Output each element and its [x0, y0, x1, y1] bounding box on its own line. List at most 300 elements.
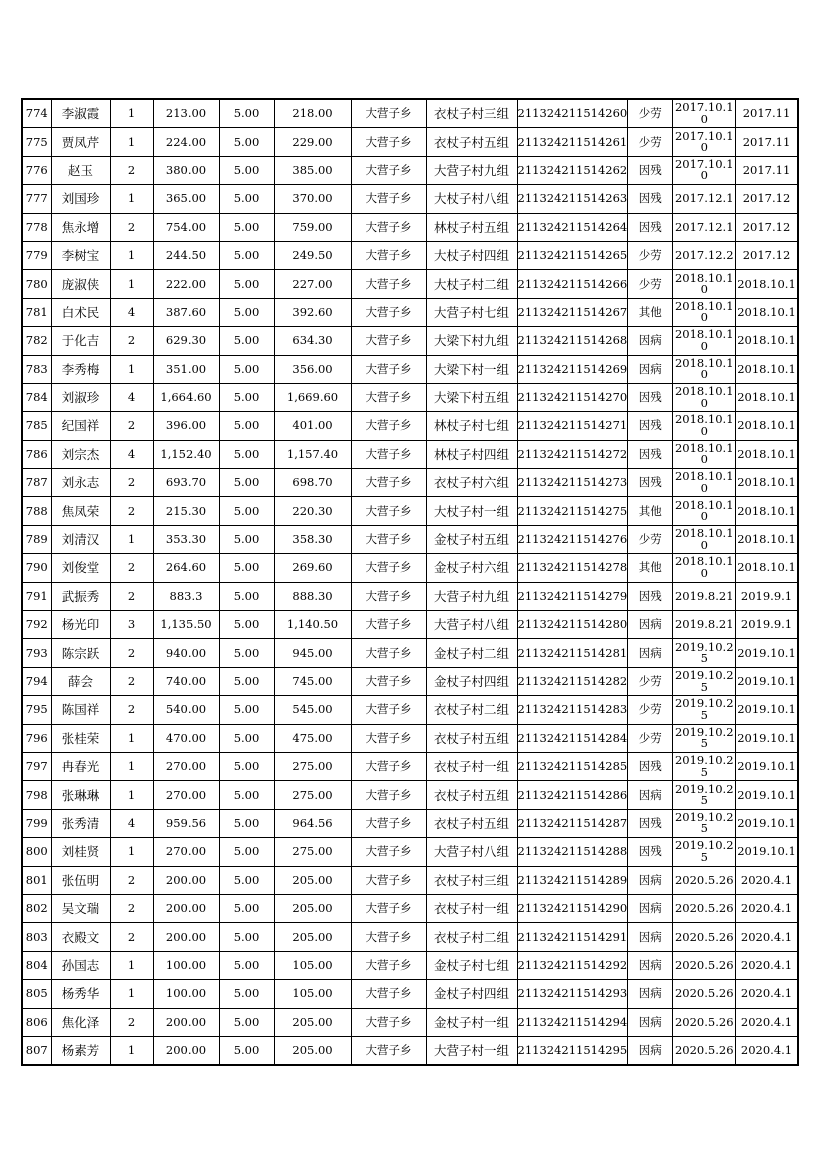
start-date-cell: 2017.12	[736, 185, 798, 213]
total-cell: 634.30	[274, 327, 351, 355]
id-number-cell: 211324211514265	[517, 241, 628, 269]
increase-cell: 5.00	[219, 696, 274, 724]
increase-cell: 5.00	[219, 639, 274, 667]
amount-cell: 213.00	[153, 99, 219, 128]
table-row	[22, 156, 798, 184]
reason-cell: 因残	[628, 809, 673, 837]
name-cell: 白术民	[51, 298, 110, 326]
name-cell: 李树宝	[51, 241, 110, 269]
increase-cell: 5.00	[219, 894, 274, 922]
total-cell: 1,157.40	[274, 440, 351, 468]
household-size-cell: 2	[110, 469, 153, 497]
table-row	[22, 412, 798, 440]
name-cell: 武振秀	[51, 582, 110, 610]
approval-date-cell: 2017.12.1	[673, 185, 736, 213]
name-cell: 刘淑珍	[51, 383, 110, 411]
name-cell: 杨光印	[51, 611, 110, 639]
row-number-cell: 799	[22, 809, 51, 837]
total-cell: 370.00	[274, 185, 351, 213]
village-group-cell: 衣杖子村五组	[426, 724, 517, 752]
township-cell: 大营子乡	[351, 838, 426, 866]
household-size-cell: 1	[110, 525, 153, 553]
table-row	[22, 667, 798, 695]
reason-cell: 因残	[628, 752, 673, 780]
reason-cell: 因残	[628, 440, 673, 468]
id-number-cell: 211324211514284	[517, 724, 628, 752]
village-group-cell: 衣杖子村六组	[426, 469, 517, 497]
reason-cell: 因病	[628, 327, 673, 355]
table-body	[22, 99, 798, 1065]
village-group-cell: 大营子村八组	[426, 611, 517, 639]
row-number-cell: 786	[22, 440, 51, 468]
township-cell: 大营子乡	[351, 525, 426, 553]
village-group-cell: 大营子村九组	[426, 582, 517, 610]
reason-cell: 因残	[628, 156, 673, 184]
amount-cell: 1,135.50	[153, 611, 219, 639]
household-size-cell: 1	[110, 752, 153, 780]
start-date-cell: 2018.10.1	[736, 469, 798, 497]
reason-cell: 因病	[628, 1036, 673, 1065]
reason-cell: 因病	[628, 894, 673, 922]
reason-cell: 因残	[628, 412, 673, 440]
id-number-cell: 211324211514294	[517, 1008, 628, 1036]
id-number-cell: 211324211514288	[517, 838, 628, 866]
total-cell: 1,669.60	[274, 383, 351, 411]
household-size-cell: 1	[110, 270, 153, 298]
amount-cell: 224.00	[153, 128, 219, 156]
row-number-cell: 784	[22, 383, 51, 411]
id-number-cell: 211324211514266	[517, 270, 628, 298]
increase-cell: 5.00	[219, 554, 274, 582]
start-date-cell: 2018.10.1	[736, 440, 798, 468]
name-cell: 于化吉	[51, 327, 110, 355]
table-row	[22, 724, 798, 752]
name-cell: 吴文瑞	[51, 894, 110, 922]
amount-cell: 100.00	[153, 980, 219, 1008]
approval-date-cell: 2018.10.10	[673, 440, 736, 468]
increase-cell: 5.00	[219, 128, 274, 156]
reason-cell: 因病	[628, 611, 673, 639]
reason-cell: 少劳	[628, 525, 673, 553]
table-row	[22, 554, 798, 582]
reason-cell: 因病	[628, 923, 673, 951]
reason-cell: 少劳	[628, 270, 673, 298]
amount-cell: 200.00	[153, 1036, 219, 1065]
id-number-cell: 211324211514268	[517, 327, 628, 355]
start-date-cell: 2020.4.1	[736, 951, 798, 979]
reason-cell: 因病	[628, 355, 673, 383]
amount-cell: 540.00	[153, 696, 219, 724]
name-cell: 张伍明	[51, 866, 110, 894]
township-cell: 大营子乡	[351, 980, 426, 1008]
amount-cell: 200.00	[153, 894, 219, 922]
household-size-cell: 2	[110, 156, 153, 184]
name-cell: 纪国祥	[51, 412, 110, 440]
township-cell: 大营子乡	[351, 1008, 426, 1036]
total-cell: 401.00	[274, 412, 351, 440]
township-cell: 大营子乡	[351, 355, 426, 383]
total-cell: 218.00	[274, 99, 351, 128]
village-group-cell: 衣杖子村二组	[426, 696, 517, 724]
row-number-cell: 797	[22, 752, 51, 780]
id-number-cell: 211324211514267	[517, 298, 628, 326]
amount-cell: 264.60	[153, 554, 219, 582]
id-number-cell: 211324211514275	[517, 497, 628, 525]
township-cell: 大营子乡	[351, 554, 426, 582]
start-date-cell: 2019.9.1	[736, 611, 798, 639]
total-cell: 945.00	[274, 639, 351, 667]
start-date-cell: 2019.10.1	[736, 781, 798, 809]
id-number-cell: 211324211514260	[517, 99, 628, 128]
reason-cell: 少劳	[628, 724, 673, 752]
name-cell: 刘永志	[51, 469, 110, 497]
row-number-cell: 796	[22, 724, 51, 752]
approval-date-cell: 2018.10.10	[673, 298, 736, 326]
name-cell: 张秀清	[51, 809, 110, 837]
name-cell: 薛会	[51, 667, 110, 695]
id-number-cell: 211324211514263	[517, 185, 628, 213]
start-date-cell: 2018.10.1	[736, 412, 798, 440]
township-cell: 大营子乡	[351, 781, 426, 809]
household-size-cell: 2	[110, 696, 153, 724]
household-size-cell: 1	[110, 99, 153, 128]
table-row	[22, 469, 798, 497]
total-cell: 205.00	[274, 1036, 351, 1065]
name-cell: 陈宗跃	[51, 639, 110, 667]
household-size-cell: 1	[110, 724, 153, 752]
township-cell: 大营子乡	[351, 213, 426, 241]
name-cell: 孙国志	[51, 951, 110, 979]
approval-date-cell: 2019.10.25	[673, 667, 736, 695]
table-row	[22, 241, 798, 269]
id-number-cell: 211324211514261	[517, 128, 628, 156]
amount-cell: 200.00	[153, 1008, 219, 1036]
household-size-cell: 1	[110, 951, 153, 979]
amount-cell: 959.56	[153, 809, 219, 837]
household-size-cell: 2	[110, 213, 153, 241]
id-number-cell: 211324211514280	[517, 611, 628, 639]
start-date-cell: 2017.12	[736, 241, 798, 269]
approval-date-cell: 2018.10.10	[673, 270, 736, 298]
household-size-cell: 4	[110, 298, 153, 326]
amount-cell: 200.00	[153, 923, 219, 951]
row-number-cell: 804	[22, 951, 51, 979]
village-group-cell: 衣杖子村二组	[426, 923, 517, 951]
household-size-cell: 2	[110, 866, 153, 894]
increase-cell: 5.00	[219, 469, 274, 497]
name-cell: 冉春光	[51, 752, 110, 780]
name-cell: 刘宗杰	[51, 440, 110, 468]
village-group-cell: 大营子村九组	[426, 156, 517, 184]
id-number-cell: 211324211514279	[517, 582, 628, 610]
approval-date-cell: 2019.8.21	[673, 582, 736, 610]
total-cell: 745.00	[274, 667, 351, 695]
total-cell: 229.00	[274, 128, 351, 156]
increase-cell: 5.00	[219, 838, 274, 866]
township-cell: 大营子乡	[351, 1036, 426, 1065]
increase-cell: 5.00	[219, 327, 274, 355]
name-cell: 刘清汉	[51, 525, 110, 553]
township-cell: 大营子乡	[351, 866, 426, 894]
table-row	[22, 639, 798, 667]
amount-cell: 740.00	[153, 667, 219, 695]
total-cell: 698.70	[274, 469, 351, 497]
row-number-cell: 787	[22, 469, 51, 497]
approval-date-cell: 2020.5.26	[673, 951, 736, 979]
increase-cell: 5.00	[219, 752, 274, 780]
amount-cell: 883.3	[153, 582, 219, 610]
name-cell: 赵玉	[51, 156, 110, 184]
township-cell: 大营子乡	[351, 639, 426, 667]
start-date-cell: 2018.10.1	[736, 270, 798, 298]
id-number-cell: 211324211514289	[517, 866, 628, 894]
township-cell: 大营子乡	[351, 440, 426, 468]
township-cell: 大营子乡	[351, 497, 426, 525]
township-cell: 大营子乡	[351, 185, 426, 213]
reason-cell: 其他	[628, 298, 673, 326]
id-number-cell: 211324211514262	[517, 156, 628, 184]
id-number-cell: 211324211514287	[517, 809, 628, 837]
township-cell: 大营子乡	[351, 809, 426, 837]
row-number-cell: 801	[22, 866, 51, 894]
amount-cell: 693.70	[153, 469, 219, 497]
amount-cell: 200.00	[153, 866, 219, 894]
start-date-cell: 2019.10.1	[736, 752, 798, 780]
start-date-cell: 2018.10.1	[736, 554, 798, 582]
id-number-cell: 211324211514295	[517, 1036, 628, 1065]
township-cell: 大营子乡	[351, 923, 426, 951]
name-cell: 刘国珍	[51, 185, 110, 213]
start-date-cell: 2020.4.1	[736, 894, 798, 922]
reason-cell: 因病	[628, 980, 673, 1008]
start-date-cell: 2019.10.1	[736, 724, 798, 752]
amount-cell: 353.30	[153, 525, 219, 553]
id-number-cell: 211324211514286	[517, 781, 628, 809]
row-number-cell: 779	[22, 241, 51, 269]
approval-date-cell: 2019.10.25	[673, 639, 736, 667]
row-number-cell: 793	[22, 639, 51, 667]
row-number-cell: 781	[22, 298, 51, 326]
table-row	[22, 611, 798, 639]
increase-cell: 5.00	[219, 611, 274, 639]
township-cell: 大营子乡	[351, 582, 426, 610]
table-row	[22, 980, 798, 1008]
approval-date-cell: 2020.5.26	[673, 866, 736, 894]
name-cell: 贾凤芹	[51, 128, 110, 156]
reason-cell: 少劳	[628, 696, 673, 724]
village-group-cell: 大杖子村四组	[426, 241, 517, 269]
amount-cell: 387.60	[153, 298, 219, 326]
table-row	[22, 781, 798, 809]
increase-cell: 5.00	[219, 213, 274, 241]
row-number-cell: 792	[22, 611, 51, 639]
township-cell: 大营子乡	[351, 99, 426, 128]
approval-date-cell: 2018.10.10	[673, 554, 736, 582]
approval-date-cell: 2018.10.10	[673, 383, 736, 411]
row-number-cell: 783	[22, 355, 51, 383]
id-number-cell: 211324211514291	[517, 923, 628, 951]
increase-cell: 5.00	[219, 270, 274, 298]
approval-date-cell: 2019.10.25	[673, 781, 736, 809]
approval-date-cell: 2019.10.25	[673, 838, 736, 866]
village-group-cell: 金杖子村七组	[426, 951, 517, 979]
village-group-cell: 金杖子村五组	[426, 525, 517, 553]
name-cell: 刘俊堂	[51, 554, 110, 582]
total-cell: 275.00	[274, 838, 351, 866]
table-row	[22, 894, 798, 922]
township-cell: 大营子乡	[351, 156, 426, 184]
table-row	[22, 355, 798, 383]
id-number-cell: 211324211514285	[517, 752, 628, 780]
id-number-cell: 211324211514278	[517, 554, 628, 582]
approval-date-cell: 2020.5.26	[673, 1008, 736, 1036]
start-date-cell: 2017.11	[736, 99, 798, 128]
row-number-cell: 789	[22, 525, 51, 553]
reason-cell: 因残	[628, 582, 673, 610]
household-size-cell: 2	[110, 497, 153, 525]
start-date-cell: 2019.10.1	[736, 667, 798, 695]
row-number-cell: 802	[22, 894, 51, 922]
row-number-cell: 778	[22, 213, 51, 241]
village-group-cell: 林杖子村七组	[426, 412, 517, 440]
amount-cell: 270.00	[153, 752, 219, 780]
name-cell: 焦化泽	[51, 1008, 110, 1036]
row-number-cell: 798	[22, 781, 51, 809]
total-cell: 205.00	[274, 866, 351, 894]
table-row	[22, 99, 798, 128]
table-row	[22, 327, 798, 355]
approval-date-cell: 2017.10.10	[673, 128, 736, 156]
household-size-cell: 2	[110, 923, 153, 951]
table-row	[22, 1008, 798, 1036]
amount-cell: 470.00	[153, 724, 219, 752]
start-date-cell: 2019.10.1	[736, 696, 798, 724]
name-cell: 陈国祥	[51, 696, 110, 724]
reason-cell: 因病	[628, 781, 673, 809]
village-group-cell: 金杖子村六组	[426, 554, 517, 582]
name-cell: 张桂荣	[51, 724, 110, 752]
increase-cell: 5.00	[219, 809, 274, 837]
reason-cell: 因残	[628, 383, 673, 411]
total-cell: 356.00	[274, 355, 351, 383]
township-cell: 大营子乡	[351, 667, 426, 695]
id-number-cell: 211324211514273	[517, 469, 628, 497]
row-number-cell: 806	[22, 1008, 51, 1036]
total-cell: 759.00	[274, 213, 351, 241]
table-row	[22, 752, 798, 780]
household-size-cell: 1	[110, 781, 153, 809]
increase-cell: 5.00	[219, 525, 274, 553]
total-cell: 105.00	[274, 951, 351, 979]
household-size-cell: 2	[110, 667, 153, 695]
amount-cell: 365.00	[153, 185, 219, 213]
reason-cell: 少劳	[628, 128, 673, 156]
id-number-cell: 211324211514264	[517, 213, 628, 241]
village-group-cell: 衣杖子村五组	[426, 128, 517, 156]
township-cell: 大营子乡	[351, 241, 426, 269]
start-date-cell: 2020.4.1	[736, 866, 798, 894]
village-group-cell: 衣杖子村一组	[426, 894, 517, 922]
table-row	[22, 213, 798, 241]
approval-date-cell: 2020.5.26	[673, 980, 736, 1008]
start-date-cell: 2019.9.1	[736, 582, 798, 610]
table-row	[22, 128, 798, 156]
increase-cell: 5.00	[219, 866, 274, 894]
row-number-cell: 794	[22, 667, 51, 695]
approval-date-cell: 2018.10.10	[673, 469, 736, 497]
approval-date-cell: 2017.12.1	[673, 213, 736, 241]
township-cell: 大营子乡	[351, 383, 426, 411]
amount-cell: 351.00	[153, 355, 219, 383]
village-group-cell: 大营子村七组	[426, 298, 517, 326]
village-group-cell: 衣杖子村五组	[426, 809, 517, 837]
name-cell: 焦凤荣	[51, 497, 110, 525]
township-cell: 大营子乡	[351, 951, 426, 979]
village-group-cell: 大营子村一组	[426, 1036, 517, 1065]
township-cell: 大营子乡	[351, 270, 426, 298]
village-group-cell: 林杖子村五组	[426, 213, 517, 241]
household-size-cell: 1	[110, 838, 153, 866]
reason-cell: 因残	[628, 469, 673, 497]
name-cell: 焦永增	[51, 213, 110, 241]
table-row	[22, 185, 798, 213]
total-cell: 358.30	[274, 525, 351, 553]
data-table	[21, 98, 799, 1066]
id-number-cell: 211324211514282	[517, 667, 628, 695]
amount-cell: 754.00	[153, 213, 219, 241]
table-row	[22, 270, 798, 298]
village-group-cell: 金杖子村一组	[426, 1008, 517, 1036]
approval-date-cell: 2018.10.10	[673, 412, 736, 440]
household-size-cell: 1	[110, 185, 153, 213]
village-group-cell: 衣杖子村三组	[426, 99, 517, 128]
total-cell: 205.00	[274, 894, 351, 922]
township-cell: 大营子乡	[351, 752, 426, 780]
reason-cell: 因残	[628, 838, 673, 866]
household-size-cell: 2	[110, 554, 153, 582]
increase-cell: 5.00	[219, 156, 274, 184]
row-number-cell: 807	[22, 1036, 51, 1065]
start-date-cell: 2017.11	[736, 156, 798, 184]
start-date-cell: 2018.10.1	[736, 525, 798, 553]
table-row	[22, 298, 798, 326]
increase-cell: 5.00	[219, 1008, 274, 1036]
amount-cell: 396.00	[153, 412, 219, 440]
id-number-cell: 211324211514271	[517, 412, 628, 440]
start-date-cell: 2018.10.1	[736, 497, 798, 525]
household-size-cell: 4	[110, 809, 153, 837]
household-size-cell: 2	[110, 894, 153, 922]
id-number-cell: 211324211514283	[517, 696, 628, 724]
township-cell: 大营子乡	[351, 298, 426, 326]
start-date-cell: 2018.10.1	[736, 327, 798, 355]
id-number-cell: 211324211514293	[517, 980, 628, 1008]
amount-cell: 244.50	[153, 241, 219, 269]
approval-date-cell: 2017.10.10	[673, 99, 736, 128]
township-cell: 大营子乡	[351, 611, 426, 639]
id-number-cell: 211324211514276	[517, 525, 628, 553]
start-date-cell: 2019.10.1	[736, 809, 798, 837]
household-size-cell: 2	[110, 412, 153, 440]
amount-cell: 1,152.40	[153, 440, 219, 468]
reason-cell: 因残	[628, 185, 673, 213]
increase-cell: 5.00	[219, 298, 274, 326]
approval-date-cell: 2020.5.26	[673, 1036, 736, 1065]
increase-cell: 5.00	[219, 355, 274, 383]
increase-cell: 5.00	[219, 440, 274, 468]
township-cell: 大营子乡	[351, 894, 426, 922]
township-cell: 大营子乡	[351, 412, 426, 440]
